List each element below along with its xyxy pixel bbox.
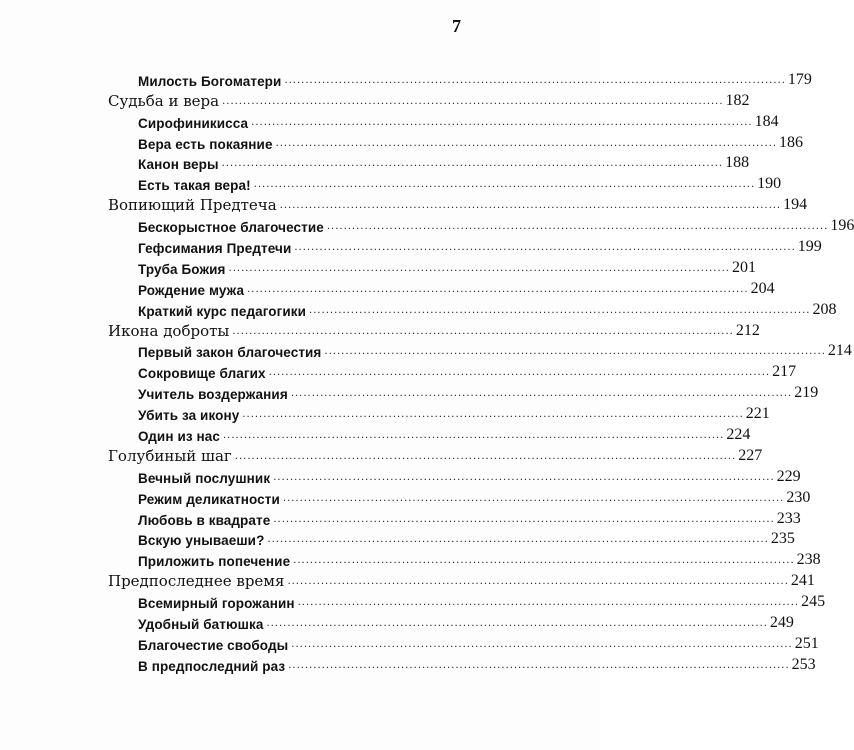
toc-entry-title: Убить за икону — [138, 408, 242, 423]
toc-entry-page: 212 — [735, 321, 760, 339]
toc-entry-page: 184 — [754, 112, 779, 130]
toc-entry-title: Бескорыстное благочестие — [138, 220, 327, 235]
dot-leader: ........................................................................................................................ — [273, 513, 775, 525]
toc-entry-title: Труба Божия — [138, 262, 229, 277]
toc-entry-title: Голубиный шаг — [108, 447, 235, 465]
dot-leader: ........................................................................................................................ — [293, 555, 795, 567]
dot-leader: ........................................................................................................................ — [291, 638, 793, 650]
toc-chapter-entry — [108, 569, 815, 591]
dot-leader: ........................................................................................................................ — [273, 471, 775, 483]
toc-entry-page: 235 — [770, 530, 795, 548]
dot-leader: ........................................................................................................................ — [284, 74, 786, 86]
toc-entry-page: 241 — [790, 572, 815, 590]
dot-leader: ........................................................................................................................ — [266, 618, 768, 630]
dot-leader: ........................................................................................................................ — [287, 576, 789, 588]
toc-entry-page: 196 — [830, 217, 854, 235]
toc-section-entry — [138, 528, 795, 549]
dot-leader: ........................................................................................................................ — [309, 304, 811, 316]
toc-chapter-entry — [108, 193, 808, 215]
page-number: 7 — [452, 16, 461, 36]
toc-entry-title: Канон веры — [138, 157, 222, 172]
toc-entry-title: Учитель воздержания — [138, 387, 291, 402]
toc-section-entry — [138, 632, 819, 653]
toc-section-entry — [138, 214, 854, 236]
dot-leader: ........................................................................................................................ — [267, 534, 769, 546]
toc-section-entry — [138, 68, 812, 89]
toc-entry-page: 179 — [787, 70, 812, 88]
toc-section-entry — [138, 381, 819, 403]
toc-entry-title: Гефсимания Предтечи — [138, 241, 294, 256]
toc-entry-title: Икона доброты — [108, 322, 232, 340]
toc-section-entry — [138, 298, 837, 319]
toc-entry-page: 227 — [738, 446, 763, 464]
toc-section-entry — [138, 235, 822, 257]
dot-leader: ........................................................................................................................ — [232, 325, 734, 337]
toc-entry-page: 224 — [726, 426, 751, 444]
dot-leader: ........................................................................................................................ — [268, 367, 771, 379]
toc-entry-title: Сокровище благих — [138, 366, 269, 381]
toc-entry-page: 214 — [827, 342, 852, 360]
dot-leader: ........................................................................................................................ — [275, 137, 778, 149]
toc-entry-title: Вечный послушник — [138, 471, 273, 486]
toc-entry-page: 245 — [801, 593, 826, 611]
toc-section-entry — [138, 256, 756, 277]
toc-section-entry — [138, 110, 779, 131]
toc-entry-page: 249 — [769, 614, 794, 632]
toc-section-entry — [138, 360, 797, 382]
dot-leader: ........................................................................................................................ — [324, 346, 826, 358]
dot-leader: ........................................................................................................................ — [247, 283, 749, 295]
toc-entry-title: Сирофиникисса — [138, 116, 251, 131]
toc-section-entry — [138, 548, 821, 570]
toc-section-entry — [138, 131, 804, 152]
dot-leader: ........................................................................................................................ — [251, 116, 753, 128]
toc-section-entry — [138, 653, 816, 674]
toc-entry-page: 190 — [757, 175, 782, 193]
toc-section-entry — [138, 465, 801, 486]
toc-section-entry — [138, 590, 826, 612]
toc-section-entry — [138, 423, 751, 445]
dot-leader: ........................................................................................................................ — [282, 492, 785, 504]
dot-leader: ........................................................................................................................ — [279, 200, 782, 212]
toc-entry-page: 251 — [794, 634, 819, 652]
table-of-contents — [0, 68, 854, 674]
toc-entry-title: Вопиющий Предтеча — [108, 196, 280, 214]
toc-entry-title: Приложить попечение — [138, 554, 293, 569]
toc-section-entry — [138, 152, 750, 173]
toc-entry-title: Режим деликатности — [138, 492, 283, 507]
toc-section-entry — [138, 486, 811, 507]
toc-section-entry — [138, 172, 782, 194]
dot-leader: ........................................................................................................................ — [234, 450, 737, 462]
toc-chapter-entry — [108, 444, 763, 465]
toc-section-entry — [138, 340, 852, 361]
toc-entry-page: 199 — [797, 238, 822, 256]
dot-leader: ........................................................................................................................ — [222, 95, 724, 107]
toc-entry-title: Предпоследнее время — [108, 572, 287, 590]
toc-entry-title: В предпоследний раз — [138, 659, 288, 674]
toc-entry-page: 229 — [776, 467, 801, 485]
toc-entry-title: Есть такая вера! — [138, 178, 254, 193]
toc-entry-title: Удобный батюшка — [138, 617, 266, 632]
dot-leader: ........................................................................................................................ — [326, 221, 829, 233]
toc-entry-page: 186 — [779, 133, 804, 151]
toc-entry-page: 188 — [725, 154, 750, 172]
toc-entry-page: 204 — [750, 279, 775, 297]
dot-leader: ........................................................................................................................ — [253, 179, 756, 191]
dot-leader: ........................................................................................................................ — [290, 388, 793, 400]
toc-chapter-entry — [108, 89, 750, 110]
toc-entry-title: Всемирный горожанин — [138, 596, 298, 611]
toc-section-entry — [138, 402, 770, 424]
toc-entry-title: Благочестие свободы — [138, 638, 291, 653]
dot-leader: ........................................................................................................................ — [288, 659, 790, 671]
dot-leader: ........................................................................................................................ — [221, 158, 724, 170]
dot-leader: ........................................................................................................................ — [294, 242, 796, 254]
toc-section-entry — [138, 507, 801, 528]
toc-entry-page: 221 — [745, 405, 770, 423]
toc-section-entry — [138, 277, 775, 298]
toc-entry-page: 217 — [772, 363, 797, 381]
toc-entry-title: Первый закон благочестия — [138, 345, 324, 360]
toc-entry-title: Вскую унываеши? — [138, 533, 267, 548]
toc-entry-title: Вера есть покаяние — [138, 137, 276, 152]
toc-entry-page: 182 — [725, 91, 750, 109]
dot-leader: ........................................................................................................................ — [228, 262, 730, 274]
toc-entry-page: 230 — [786, 488, 811, 506]
toc-entry-page: 253 — [791, 655, 816, 673]
toc-entry-title: Судьба и вера — [108, 92, 222, 110]
toc-entry-title: Один из нас — [138, 429, 223, 444]
toc-entry-page: 208 — [812, 300, 837, 318]
toc-entry-page: 219 — [794, 384, 819, 402]
toc-entry-page: 233 — [776, 509, 801, 527]
dot-leader: ........................................................................................................................ — [222, 430, 725, 442]
dot-leader: ........................................................................................................................ — [297, 597, 800, 609]
toc-entry-title: Рождение мужа — [138, 283, 247, 298]
toc-entry-title: Милость Богоматери — [138, 74, 284, 89]
dot-leader: ........................................................................................................................ — [242, 409, 744, 421]
toc-entry-title: Краткий курс педагогики — [138, 304, 309, 319]
toc-entry-title: Любовь в квадрате — [138, 513, 273, 528]
toc-entry-page: 194 — [783, 196, 808, 214]
toc-entry-page: 238 — [796, 551, 821, 569]
toc-entry-page: 201 — [731, 258, 756, 276]
toc-chapter-entry — [108, 319, 760, 340]
toc-section-entry — [138, 611, 794, 633]
